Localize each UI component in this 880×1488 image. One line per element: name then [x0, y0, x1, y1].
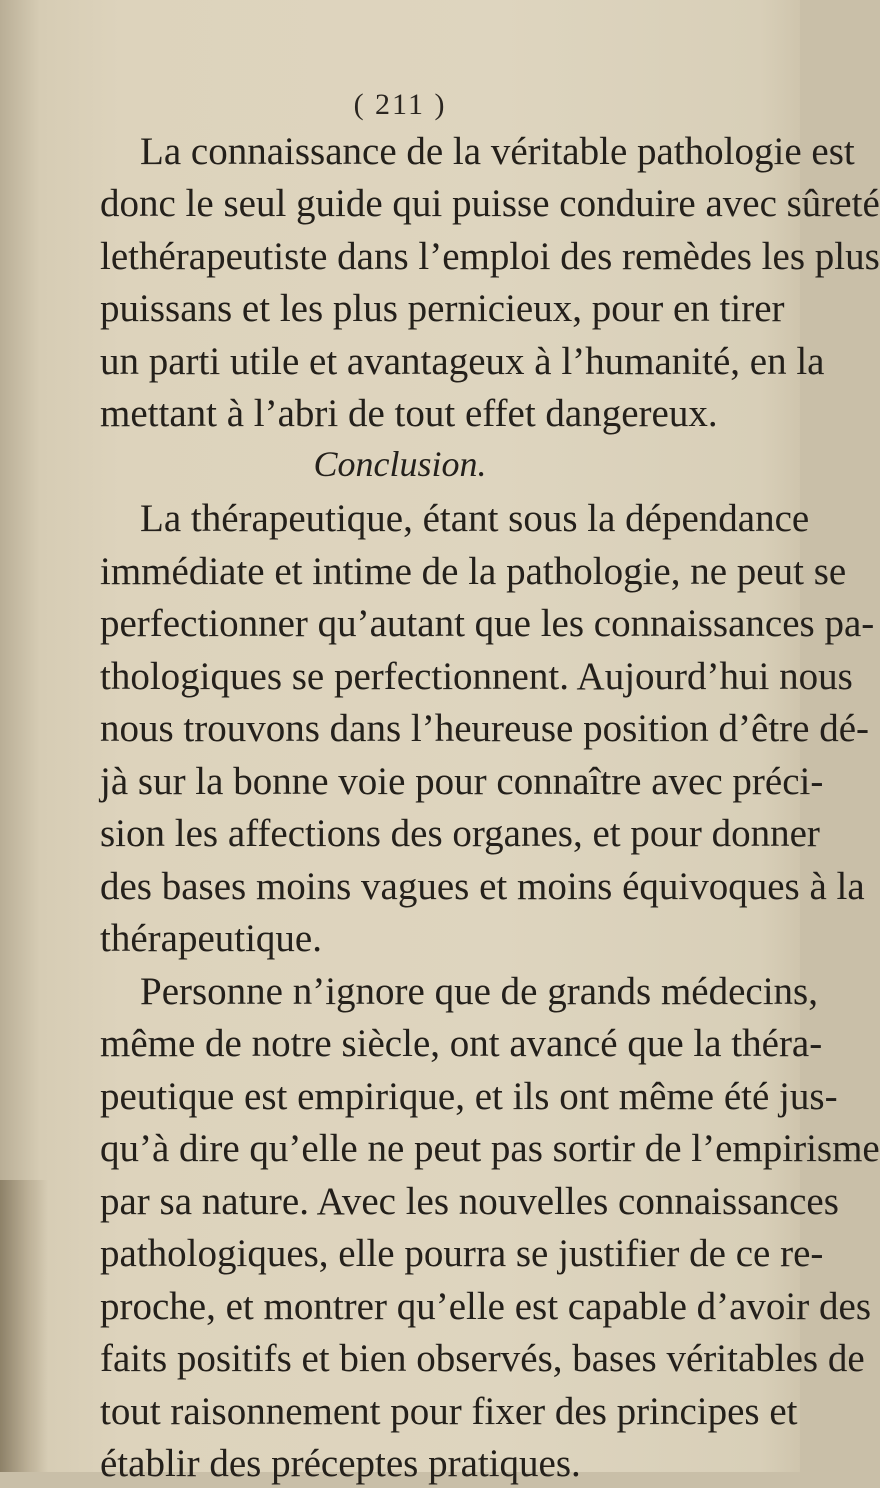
text-line: pathologiques, elle pourra se justifier de ce re- — [100, 1232, 824, 1275]
text-line: thérapeutique. — [100, 917, 322, 960]
text-line: qu’à dire qu’elle ne peut pas sortir de l’empirisme — [100, 1127, 880, 1170]
text-line: sion les affections des organes, et pour donner — [100, 812, 820, 855]
page-edge-shadow — [0, 1180, 48, 1472]
text-line: La thérapeutique, étant sous la dépendance — [140, 497, 810, 540]
text-line: nous trouvons dans l’heureuse position d’être dé- — [100, 707, 869, 750]
text-line: La connaissance de la véritable pathologie est — [140, 130, 855, 173]
text-line: lethérapeutiste dans l’emploi des remèdes les plus — [100, 235, 880, 278]
text-line: donc le seul guide qui puisse conduire avec sûreté — [100, 182, 880, 225]
text-line: des bases moins vagues et moins équivoques à la — [100, 865, 865, 908]
text-line: Personne n’ignore que de grands médecins, — [140, 970, 818, 1013]
text-line: mettant à l’abri de tout effet dangereux. — [100, 392, 718, 435]
text-line: par sa nature. Avec les nouvelles connaissances — [100, 1180, 839, 1223]
text-line: perfectionner qu’autant que les connaissances pa- — [100, 602, 875, 645]
text-line: proche, et montrer qu’elle est capable d’avoir des — [100, 1285, 871, 1328]
text-line: jà sur la bonne voie pour connaître avec préci- — [100, 760, 824, 803]
text-line: puissans et les plus pernicieux, pour en tirer — [100, 287, 785, 330]
page-number: ( 211 ) — [353, 88, 447, 121]
text-line: peutique est empirique, et ils ont même été jus- — [100, 1075, 838, 1118]
text-line: un parti utile et avantageux à l’humanité, en la — [100, 340, 825, 383]
text-line: établir des préceptes pratiques. — [100, 1442, 581, 1485]
text-line: thologiques se perfectionnent. Aujourd’hui nous — [100, 655, 853, 698]
text-line: immédiate et intime de la pathologie, ne peut se — [100, 550, 847, 593]
text-line: faits positifs et bien observés, bases véritables de — [100, 1337, 865, 1380]
section-heading: Conclusion. — [313, 444, 487, 484]
text-line: même de notre siècle, ont avancé que la théra- — [100, 1022, 823, 1065]
text-line: tout raisonnement pour fixer des principes et — [100, 1390, 798, 1433]
